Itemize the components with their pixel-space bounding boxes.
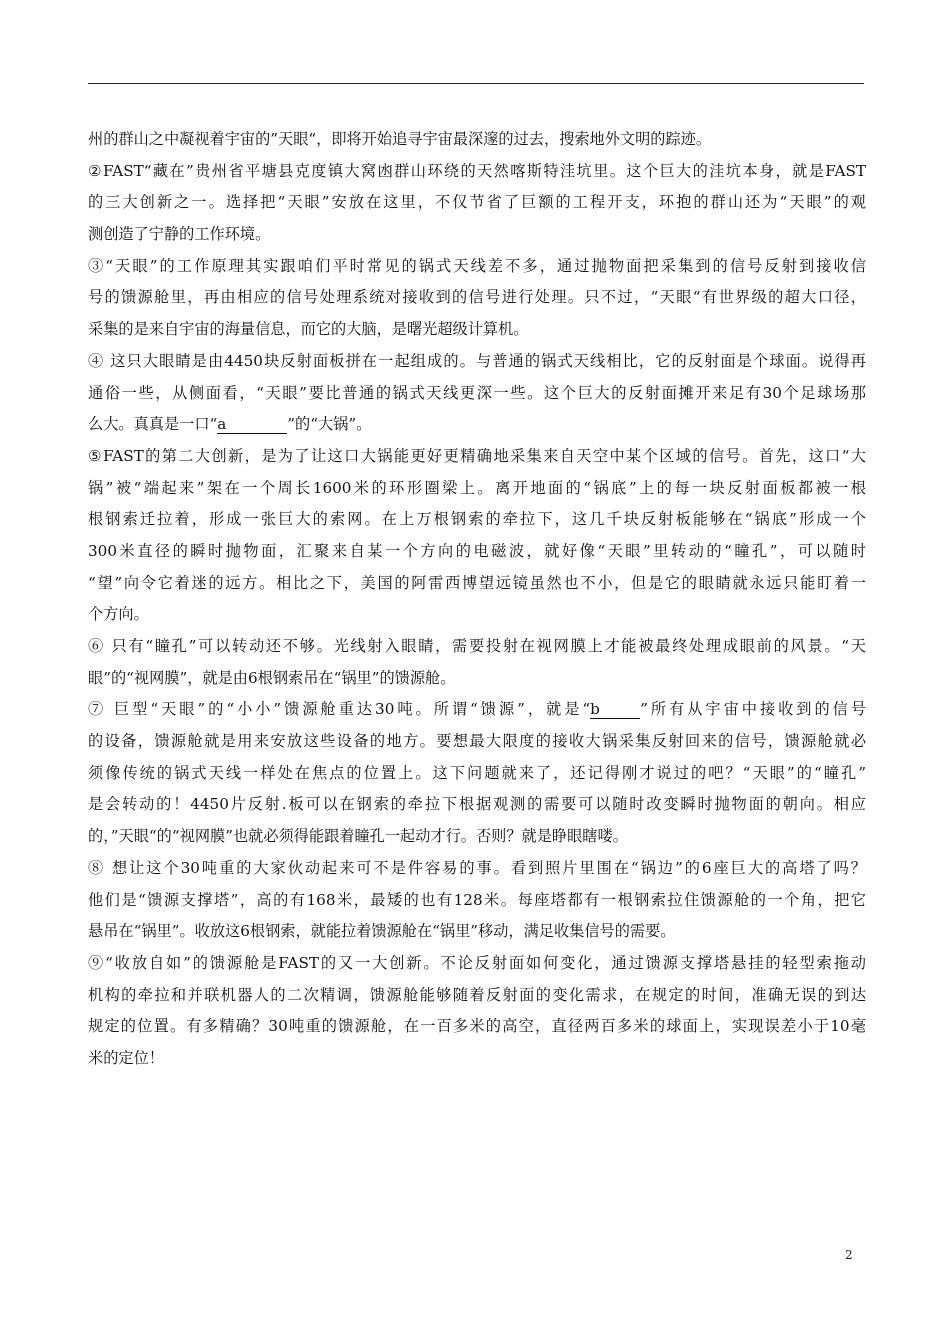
text-segment: 么大。真真是一口“ [88,415,218,434]
text-line: 他们是“馈源支撑塔”，高的有168米，最矮的也有128米。每座塔都有一根钢索拉住馈源舱的一个角，把它 [88,890,866,909]
text-line: 个方向。 [88,605,149,624]
text-line: ⑧ 想让这个30吨重的大家伙动起来可不是件容易的事。看到照片里围在“锅边”的6座巨大的高塔了吗？ [88,858,866,877]
text-line: 规定的位置。有多精确？30吨重的馈源舱，在一百多米的高空，直径两百多米的球面上，实现误差小于10毫 [88,1017,866,1036]
text-line: 眼”的“视网膜”，就是由6根钢索吊在“锅里”的馈源舱。 [88,668,456,687]
text-line: 锅”被“端起来”架在一个周长1600米的环形圈梁上。离开地面的“锅底”上的每一块反射面板都被一根 [88,478,866,497]
text-line: 州的群山之中凝视着宇宙的”天眼“，即将开始追寻宇宙最深邃的过去，搜索地外文明的踪迹。 [88,130,712,148]
text-line: 的设备，馈源舱就是用来安放这些设备的地方。要想最大限度的接收大锅采集反射回来的信号，馈源舱就必 [88,732,866,751]
text-line: ④ 这只大眼睛是由4450块反射面板拼在一起组成的。与普通的锅式天线相比，它的反射面是个球面。说得再 [88,351,866,370]
text-line: “望”向令它着迷的远方。相比之下，美国的阿雷西博望远镜虽然也不小，但是它的眼睛就永远只能盯着一 [88,573,866,592]
text-line: ⑥ 只有“瞳孔”可以转动还不够。光线射入眼睛，需要投射在视网膜上才能被最终处理成眼前的风景。“天 [88,637,866,655]
text-line: 300米直径的瞬时抛物面，汇聚来自某一个方向的电磁波，就好像“天眼”里转动的“瞳孔”，可以随时 [88,541,866,560]
text-line: 悬吊在“锅里”。收放这6根钢索，就能拉着馈源舱在“锅里”移动，满足收集信号的需要。 [88,922,676,941]
text-line: 测创造了宁静的工作环境。 [88,225,271,244]
text-segment: ⑦ 巨型“天眼”的“小小”馈源舱重达30吨。所谓“馈源”，就是“ [88,700,591,719]
text-line: ③“天眼”的工作原理其实跟咱们平时常见的锅式天线差不多，通过抛物面把采集到的信号反射到接收信 [88,256,866,275]
text-line: 米的定位！ [88,1048,164,1067]
text-segment: ”的“大锅”。 [287,415,372,434]
text-line [88,409,866,441]
page-number: 2 [845,1248,853,1262]
fill-in-blank-a[interactable]: a [217,415,287,434]
text-line: 通俗一些，从侧面看，“天眼”要比普通的锅式天线更深一些。这个巨大的反射面摊开来足有30个足球场那 [88,383,866,402]
text-line: 的三大创新之一。选择把“天眼”安放在这里，不仅节省了巨额的工程开支，环抱的群山还为“天眼”的观 [88,193,866,212]
text-line: ⑨“收放自如”的馈源舱是FAST的又一大创新。不论反射面如何变化，通过馈源支撑塔悬挂的轻型索拖动 [88,953,866,972]
text-line: 是会转动的！4450片反射.板可以在钢索的牵拉下根据观测的需要可以随时改变瞬时抛物面的朝向。相应 [88,795,866,814]
text-line: 须像传统的锅式天线一样处在焦点的位置上。这下问题就来了，还记得刚才说过的吧？“天眼”的“瞳孔” [88,763,866,782]
article-body [88,124,866,1075]
text-segment: ”所有从宇宙中接收到的信号 [640,700,866,719]
text-line: 采集的是来自宇宙的海量信息，而它的大脑，是曙光超级计算机。 [88,320,529,339]
text-line [88,694,866,726]
text-line: 根钢索迁拉着，形成一张巨大的索网。在上万根钢索的牵拉下，这几千块反射板能够在“锅底”形成一个 [88,510,866,529]
text-line: 机构的牵拉和并联机器人的二次精调，馈源舱能够随着反射面的变化需求，在规定的时间，准确无误的到达 [88,985,866,1004]
text-line: ②FAST“藏在”贵州省平塘县克度镇大窝凼群山环绕的天然喀斯特洼坑里。这个巨大的洼坑本身，就是FAST [88,161,866,180]
fill-in-blank-b[interactable]: b [590,700,640,719]
text-line: 的，”天眼“的“视网膜”也就必须得能跟着瞳孔一起动才行。否则？就是睁眼瞎喽。 [88,827,628,846]
text-line: 号的馈源舱里，再由相应的信号处理系统对接收到的信号进行处理。只不过，“天眼“有世界级的超大口径， [88,288,866,307]
text-line: ⑤FAST的第二大创新，是为了让这口大锅能更好更精确地采集来自天空中某个区域的信号。首先，这口“大 [88,446,866,465]
header-rule [88,83,864,84]
